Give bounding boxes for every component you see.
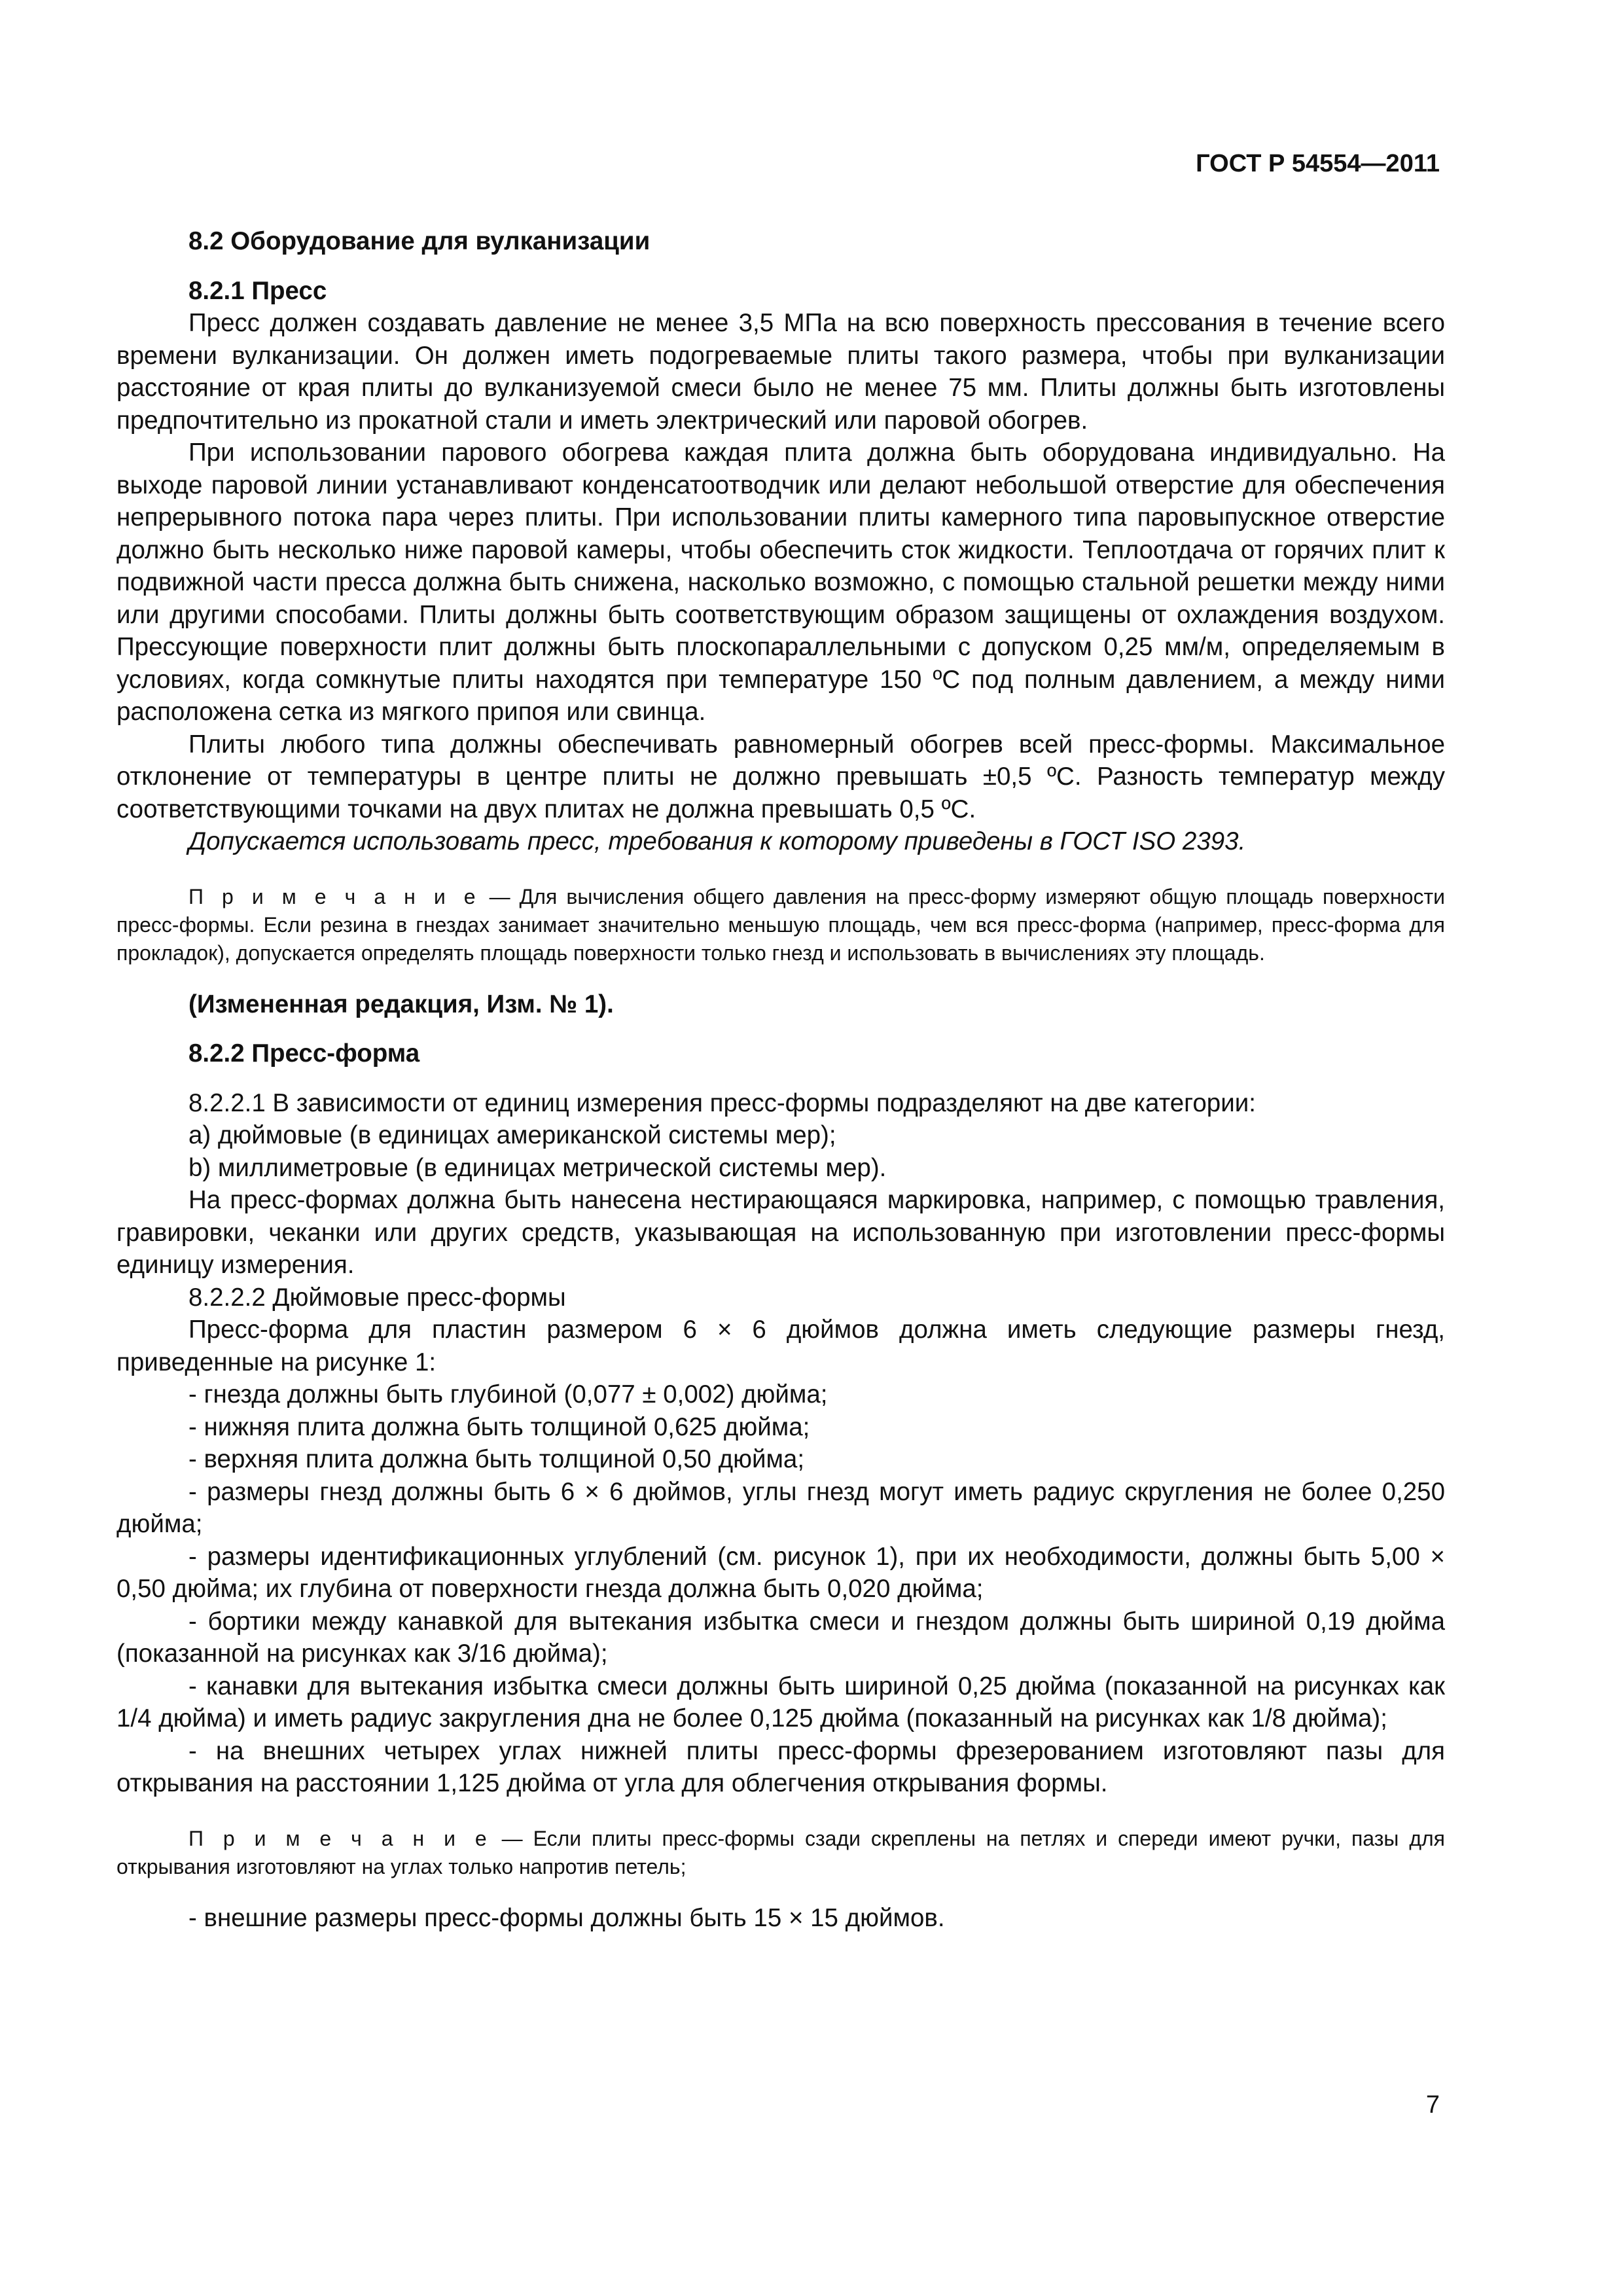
note-text: — Если плиты пресс-формы сзади скреплены на петлях и спереди имеют ручки, пазы для открывания изготовляют на углах только напротив петель; — [116, 1826, 1446, 1878]
note-label: П р и м е ч а н и е — [188, 1826, 491, 1850]
paragraph-marking: На пресс-формах должна быть нанесена нестирающаяся маркировка, например, с помощью травления, гравировки, чеканки или других средств, указывающая на использованную при изготовлении пресс-формы единицу измерения. — [116, 1186, 1445, 1279]
page-number: 7 — [1425, 2091, 1440, 2119]
section-heading-8-2: 8.2 Оборудование для вулканизации — [188, 227, 651, 255]
paragraph-8-2-2-1: 8.2.2.1 В зависимости от единиц измерения пресс-формы подразделяют на две категории: — [188, 1088, 1256, 1117]
dash-item-cavity-size: - размеры гнезд должны быть 6 × 6 дюймов, углы гнезд могут иметь радиус скругления не более 0,250 дюйма; — [116, 1477, 1445, 1538]
note-hinges — [116, 1825, 1445, 1881]
note-text: — Для вычисления общего давления на пресс-форму измеряют общую площадь поверхности пресс-формы. Если резина в гнездах занимает значительно меньшую площадь, чем вся пресс-форма (например, пресс-форма для прокладок), допускается определять площадь поверхности только гнезд и использовать в вычислениях эту площадь. — [116, 884, 1446, 965]
paragraph-steam-heating: При использовании парового обогрева каждая плита должна быть оборудована индивидуально. На выходе паровой линии устанавливают конденсатоотводчик или делают небольшой отверстие для обеспечения непрерывного потока пара через плиты. При использовании плиты камерного типа паровыпускное отверстие должно быть несколько ниже паровой камеры, чтобы обеспечить сток жидкости. Теплоотдача от горячих плит к подвижной части пресса должна быть снижена, насколько возможно, с помощью стальной решетки между ними или другими способами. Плиты должны быть соответствующим образом защищены от охлаждения воздухом. Прессующие поверхности плит должны быть плоскопараллельными с допуском 0,25 мм/м, определяемым в условиях, когда сомкнутые плиты находятся при температуре 150 ºС под полным давлением, а между ними расположена сетка из мягкого припоя или свинца. — [116, 439, 1445, 726]
dash-item-cavity-depth: - гнезда должны быть глубиной (0,077 ± 0,002) дюйма; — [188, 1380, 828, 1408]
paragraph-allowed-press: Допускается использовать пресс, требования к которому приведены в ГОСТ ISO 2393. — [188, 827, 1246, 855]
dash-item-lands: - бортики между канавкой для вытекания избытка смеси и гнездом должны быть шириной 0,19 дюйма (показанной на рисунках как 3/16 дюйма); — [116, 1607, 1445, 1668]
paragraph-uniform-heating: Плиты любого типа должны обеспечивать равномерный обогрев всей пресс-формы. Максимальное отклонение от температуры в центре плиты не должно превышать ±0,5 ºС. Разность температур между соответствующими точками на двух плитах не должна превышать 0,5 ºС. — [116, 730, 1445, 823]
paragraph-cavity-sizes: Пресс-форма для пластин размером 6 × 6 дюймов должна иметь следующие размеры гнезд, приведенные на рисунке 1: — [116, 1316, 1445, 1376]
list-item-a: a) дюймовые (в единицах американской системы мер); — [188, 1121, 836, 1149]
amendment-notice: (Измененная редакция, Изм. № 1). — [188, 990, 614, 1018]
subheading-8-2-2-2: 8.2.2.2 Дюймовые пресс-формы — [188, 1283, 566, 1312]
paragraph-press-pressure: Пресс должен создавать давление не менее 3,5 МПа на всю поверхность прессования в течение всего времени вулканизации. Он должен иметь подогреваемые плиты такого размера, чтобы при вулканизации расстояние от края плиты до вулканизуемой смеси было не менее 75 мм. Плиты должны быть изготовлены предпочтительно из прокатной стали и иметь электрический или паровой обогрев. — [116, 309, 1445, 435]
dash-item-pry-slots: - на внешних четырех углах нижней плиты пресс-формы фрезерованием изготовляют пазы для открывания на расстоянии 1,125 дюйма от угла для облегчения открывания формы. — [116, 1736, 1445, 1797]
section-heading-8-2-2: 8.2.2 Пресс-форма — [188, 1039, 420, 1067]
dash-item-top-plate: - верхняя плита должна быть толщиной 0,50 дюйма; — [188, 1445, 805, 1473]
page-body — [116, 225, 1445, 1934]
dash-item-id-recesses: - размеры идентификационных углублений (см. рисунок 1), при их необходимости, должны быть 5,00 × 0,50 дюйма; их глубина от поверхности гнезда должна быть 0,020 дюйма; — [116, 1542, 1445, 1603]
section-heading-8-2-1: 8.2.1 Пресс — [188, 276, 327, 305]
dash-item-outer-size: - внешние размеры пресс-формы должны быть 15 × 15 дюймов. — [188, 1903, 945, 1932]
note-label: П р и м е ч а н и е — [188, 884, 480, 908]
list-item-b: b) миллиметровые (в единицах метрической системы мер). — [188, 1153, 887, 1182]
dash-item-overflow-grooves: - канавки для вытекания избытка смеси должны быть шириной 0,25 дюйма (показанной на рисунках как 1/4 дюйма) и иметь радиус закругления дна не более 0,125 дюйма (показанный на рисунках как 1/8 дюйма); — [116, 1672, 1445, 1732]
dash-item-bottom-plate: - нижняя плита должна быть толщиной 0,625 дюйма; — [188, 1412, 810, 1441]
document-id-header: ГОСТ Р 54554—2011 — [1196, 150, 1440, 177]
note-total-pressure — [116, 883, 1445, 967]
